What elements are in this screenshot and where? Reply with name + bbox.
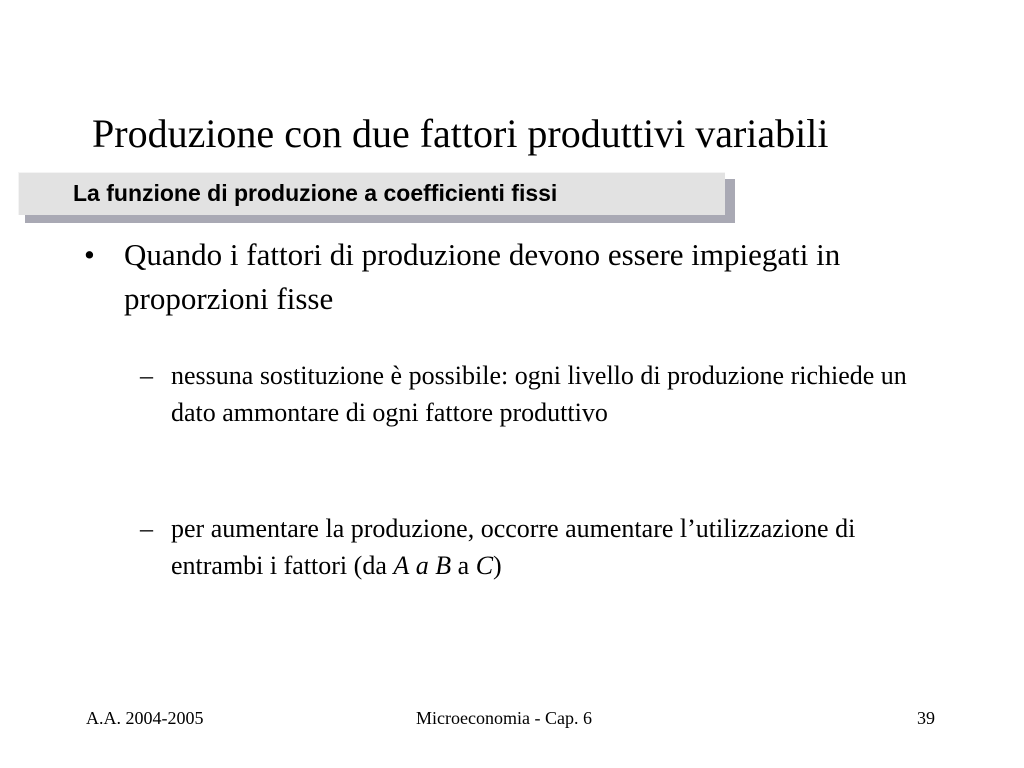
point-a: A [393,551,410,580]
a-word: a [457,551,470,580]
slide-title: Produzione con due fattori produttivi variabili [92,111,829,156]
bullet-item [84,233,904,321]
sub-item-text-end: ) [493,551,502,580]
footer-course: Microeconomia - Cap. 6 [416,708,592,728]
sub-item-marker: – [140,514,153,543]
sub-item-text: nessuna sostituzione è possibile: ogni livello di produzione richiede un dato ammontare di ogni fattore produttivo [171,361,907,427]
sub-item-text [171,510,940,584]
sub-item-marker: – [140,361,153,390]
point-c: C [475,551,494,580]
sub-item-2 [140,510,940,584]
banner-text: La funzione di produzione a coefficienti fissi [73,180,558,206]
bullet-marker: • [84,237,95,272]
sub-item-text-start: per aumentare la produzione, occorre aumentare l’utilizzazione di entrambi i fattori (da [171,514,856,580]
a-word-italic: a [415,551,429,580]
page-number: 39 [917,708,935,728]
point-b: B [435,551,452,580]
sub-item-1 [140,357,940,431]
subtitle-banner [18,172,725,215]
footer-academic-year: A.A. 2004-2005 [86,708,204,728]
bullet-text: Quando i fattori di produzione devono essere impiegati in proporzioni fisse [124,237,841,316]
